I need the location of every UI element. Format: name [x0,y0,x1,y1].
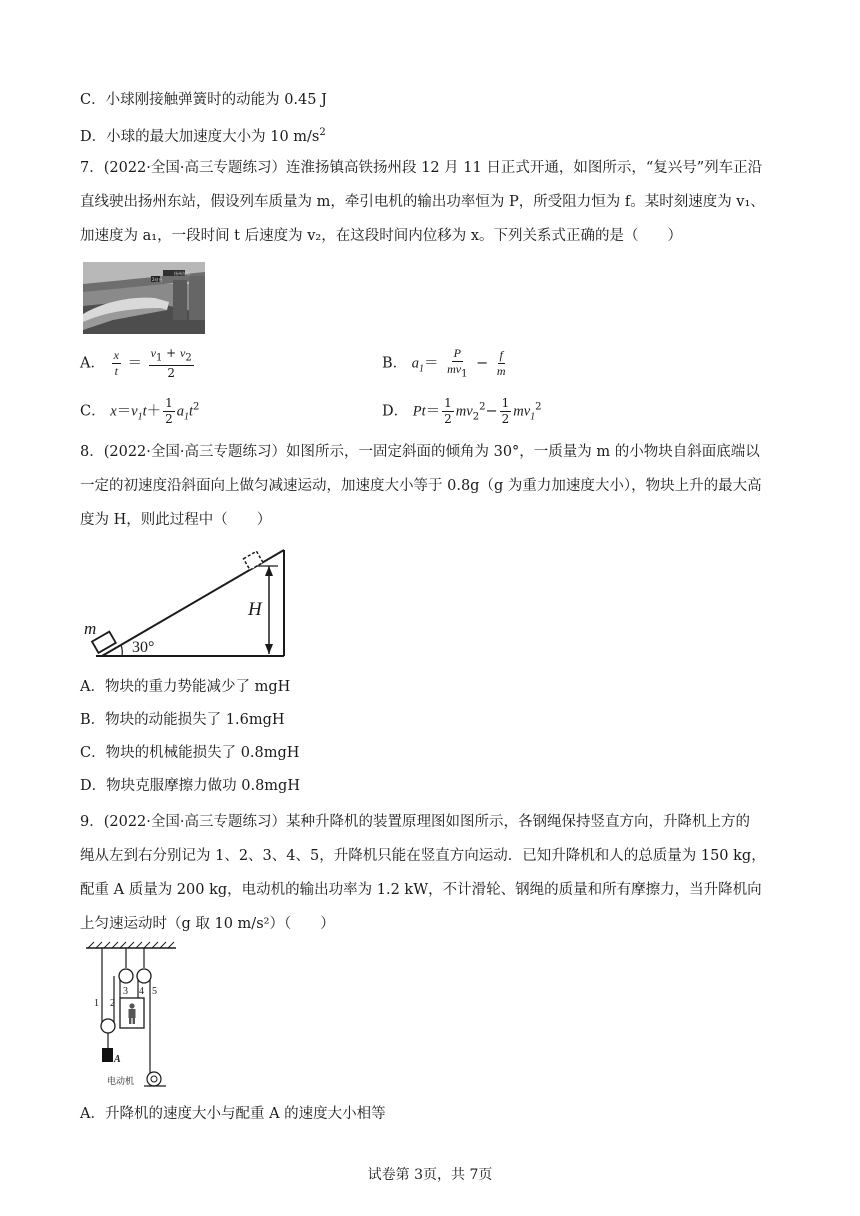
train-photo [83,262,205,334]
angle-label: 30° [132,639,155,656]
mass-label: m [84,619,97,638]
q7-option-d-label: D． [382,403,409,420]
q7-option-b: B． $a_1=$ $\frac{P}{mv_1}$ − $\frac{f}{m}$ [382,346,506,380]
q9-stem-line-1: 9．(2022·全国·高三专题练习）某种升降机的装置原理图如图所示，各钢绳保持竖直方向，升降机上方的 [80,814,750,830]
q7-option-b-frac-1: $\frac{P}{mv_1}$ [447,346,468,380]
station-sign: 扬州东站 [174,271,190,276]
q7-option-a-frac-left: $\frac{x}{t}$ [113,348,119,379]
q6-option-d-text: D．小球的最大加速度大小为 10 m/s [80,128,320,145]
q7-option-c: C． $x=v_1t+$ $\frac{1}{2}$ $a_1t^2$ [80,396,200,426]
q9-option-a: A．升降机的速度大小与配重 A 的速度大小相等 [80,1106,386,1122]
q8-stem-line-1: 8．(2022·全国·高三专题练习）如图所示，一固定斜面的倾角为 30°，一质量为 m 的小物块自斜面底端以 [80,444,760,460]
q9-stem-line-3: 配重 A 质量为 200 kg，电动机的输出功率为 1.2 kW，不计滑轮、钢绳的质量和所有摩擦力，当升降机向 [80,882,762,898]
q8-option-a: A．物块的重力势能减少了 mgH [80,679,291,695]
q7-option-c-label: C． [80,403,106,420]
q6-option-d-sup: 2 [319,127,326,138]
rope-label-1: 1 [94,998,99,1009]
q7-option-d: D． Pt＝ $\frac{1}{2}$ $mv_2^2-$ $\frac{1}{2}$ $mv_1^2$ [382,396,542,426]
q7-option-a-frac-right: $\frac{v_1 + v_2}{2}$ [150,346,192,381]
q8-option-c: C．物块的机械能损失了 0.8mgH [80,745,300,761]
q7-option-a-label: A． [80,355,105,372]
q7-option-b-label: B． [382,355,408,372]
q6-option-c: C．小球刚接触弹簧时的动能为 0.45 J [80,92,327,108]
counterweight-a [102,1048,113,1062]
pulley-right [137,969,151,983]
platform-number: 2站台 [152,277,163,282]
q6-option-d [80,123,326,147]
counterweight-label: A [114,1054,121,1065]
q7-stem-line-1: 7．(2022·全国·高三专题练习）连淮扬镇高铁扬州段 12 月 11 日正式开通，如图所示，“复兴号”列车正沿 [80,160,763,176]
motor-icon [147,1072,161,1086]
q7-stem-line-3: 加速度为 a₁，一段时间 t 后速度为 v₂，在这段时间内位移为 x。下列关系式正确的是（ ） [80,228,683,244]
train-photo-image [83,262,205,334]
incline-diagram [82,540,292,665]
rope-label-4: 4 [139,986,144,997]
q9-stem-line-4: 上匀速运动时（g 取 10 m/s²）（ ） [80,916,335,932]
rope-label-5: 5 [152,986,157,997]
q8-stem-line-3: 度为 H，则此过程中（ ） [80,512,272,528]
page-footer: 试卷第 3页，共 7页 [367,1167,493,1183]
pulley-counterweight [101,1019,115,1033]
rope-label-3: 3 [123,986,128,997]
angle-arc [121,645,122,656]
rope-label-2: 2 [110,998,115,1009]
q8-stem-line-2: 一定的初速度沿斜面向上做匀减速运动，加速度大小等于 0.8g（g 为重力加速度大小），物块上升的最大高 [80,478,762,494]
q8-option-d: D．物块克服摩擦力做功 0.8mgH [80,778,300,794]
elevator-diagram [82,940,182,1090]
q7-option-b-frac-2: $\frac{f}{m}$ [496,348,506,379]
block-at-top-dashed [244,551,263,570]
pulley-left [119,969,133,983]
q7-option-a: A． $\frac{x}{t}$ ＝ $\frac{v_1 + v_2}{2}$ [80,346,192,381]
height-label: H [248,599,262,620]
motor-label: 电动机 [107,1077,135,1087]
q8-option-b: B．物块的动能损失了 1.6mgH [80,712,285,728]
q9-stem-line-2: 绳从左到右分别记为 1、2、3、4、5，升降机只能在竖直方向运动．已知升降机和人的总质量为 150 kg， [80,848,766,864]
q7-stem-line-2: 直线驶出扬州东站，假设列车质量为 m，牵引电机的输出功率恒为 P，所受阻力恒为 f。某时刻速度为 v₁、 [80,194,765,210]
